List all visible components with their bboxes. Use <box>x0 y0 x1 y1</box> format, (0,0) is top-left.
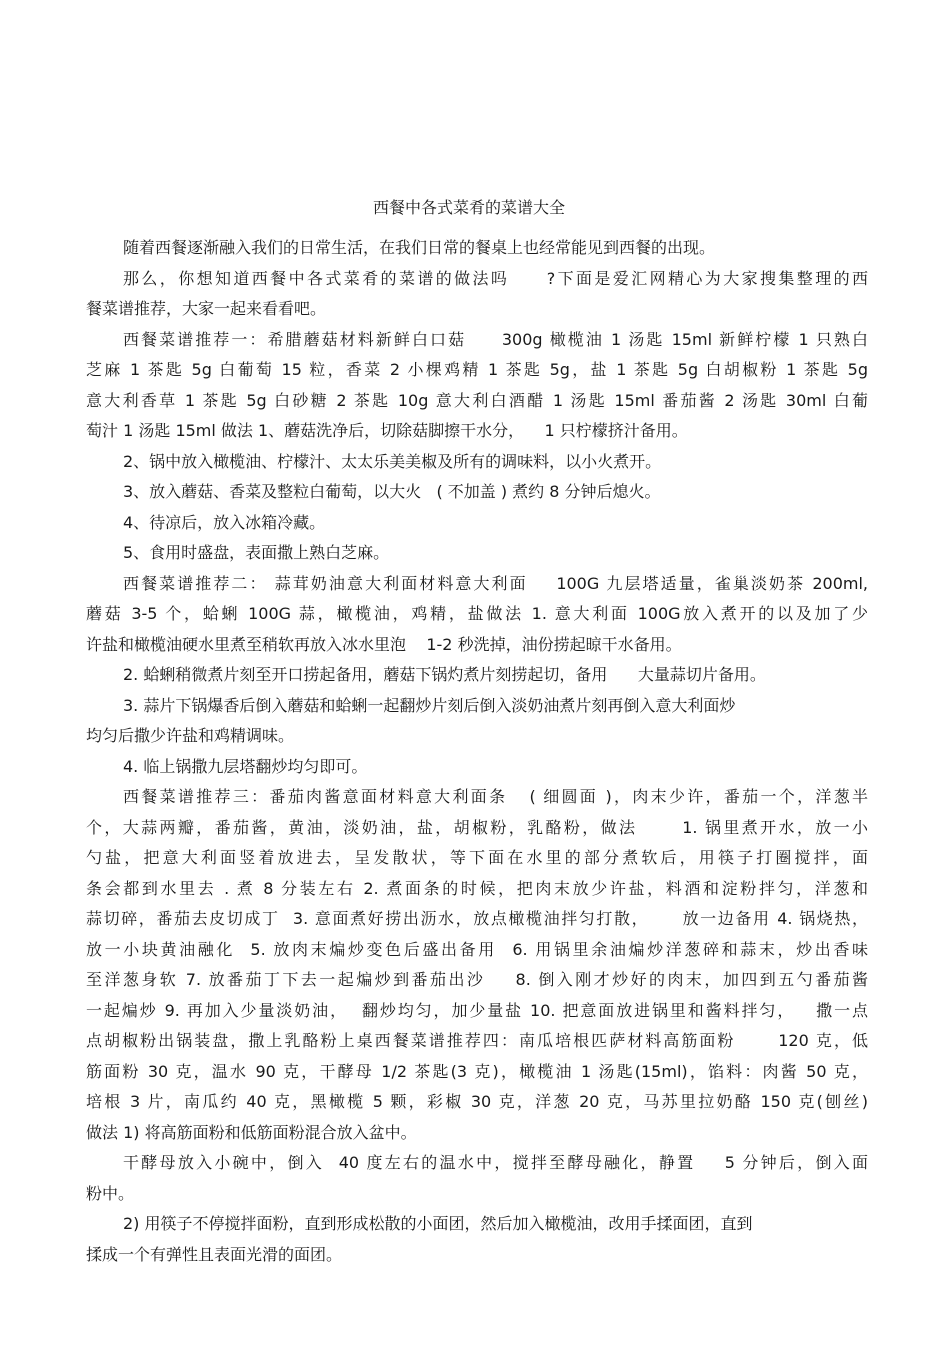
text-line: 一起煸炒 9. 再加入少量淡奶油， 翻炒均匀，加少量盐 10. 把意面放进锅里和酱料拌匀， 撒一点 <box>86 1000 868 1020</box>
text-line: 西餐菜谱推荐一：希腊蘑菇材料新鲜白口菇 300g 橄榄油 1 汤匙 15ml 新鲜柠檬 1 只熟白 <box>123 329 868 349</box>
text-line: 4. 临上锅撒九层塔翻炒均匀即可。 <box>123 756 368 776</box>
text-line: 许盐和橄榄油硬水里煮至稍软再放入冰水里泡 1-2 秒洗掉，油份捞起晾干水备用。 <box>86 634 682 654</box>
text-line: 2、锅中放入橄榄油、柠檬汁、太太乐美美椒及所有的调味料，以小火煮开。 <box>123 451 662 471</box>
text-line: 个，大蒜两瓣，番茄酱，黄油，淡奶油，盐，胡椒粉，乳酪粉，做法 1. 锅里煮开水，放一小 <box>86 817 868 837</box>
text-line: 意大利香草 1 茶匙 5g 白砂糖 2 茶匙 10g 意大利白酒醋 1 汤匙 15ml 番茄酱 2 汤匙 30ml 白葡 <box>86 390 868 410</box>
text-line: 筋面粉 30 克，温水 90 克，干酵母 1/2 茶匙(3 克)，橄榄油 1 汤匙(15ml)，馅料：肉酱 50 克， <box>86 1061 868 1081</box>
text-line: 西餐菜谱推荐二： 蒜茸奶油意大利面材料意大利面 100G 九层塔适量，雀巢淡奶茶 200ml, <box>123 573 868 593</box>
text-line: 培根 3 片，南瓜约 40 克，黑橄榄 5 颗，彩椒 30 克，洋葱 20 克，马苏里拉奶酪 150 克(刨丝) <box>86 1092 868 1111</box>
document-title: 西餐中各式菜肴的菜谱大全 <box>372 198 565 217</box>
document-body <box>86 233 868 1270</box>
text-line: 蘑菇 3-5 个，蛤蜊 100G 蒜，橄榄油，鸡精，盐做法 1. 意大利面 100G放入煮开的以及加了少 <box>86 604 868 623</box>
text-line: 西餐菜谱推荐三：番茄肉酱意面材料意大利面条 ( 细圆面 )，肉末少许，番茄一个，洋葱半 <box>123 787 868 806</box>
text-line: 随着西餐逐渐融入我们的日常生活，在我们日常的餐桌上也经常能见到西餐的出现。 <box>123 238 716 257</box>
text-line: 芝麻 1 茶匙 5g 白葡萄 15 粒，香菜 2 小棵鸡精 1 茶匙 5g，盐 1 茶匙 5g 白胡椒粉 1 茶匙 5g <box>86 360 868 379</box>
text-line: 均匀后撒少许盐和鸡精调味。 <box>86 726 295 745</box>
text-line: 3. 蒜片下锅爆香后倒入蘑菇和蛤蜊一起翻炒片刻后倒入淡奶油煮片刻再倒入意大利面炒 <box>123 695 736 715</box>
text-line: 至洋葱身软 7. 放番茄丁下去一起煸炒到番茄出沙 8. 倒入刚才炒好的肉末，加四到五勺番茄酱 <box>86 970 868 989</box>
text-line: 放一小块黄油融化 5. 放肉末煸炒变色后盛出备用 6. 用锅里余油煸炒洋葱碎和蒜末，炒出香味 <box>86 939 868 959</box>
text-line: 粉中。 <box>86 1183 135 1203</box>
text-line: 做法 1) 将高筋面粉和低筋面粉混合放入盆中。 <box>86 1122 417 1142</box>
text-line: 4、待凉后，放入冰箱冷藏。 <box>123 512 326 532</box>
text-line: 5、食用时盛盘，表面撒上熟白芝麻。 <box>123 543 390 562</box>
text-line: 餐菜谱推荐，大家一起来看看吧。 <box>86 299 327 318</box>
text-line: 蒜切碎，番茄去皮切成丁 3. 意面煮好捞出沥水，放点橄榄油拌匀打散， 放一边备用 4. 锅烧热， <box>86 909 868 928</box>
text-line: 2. 蛤蜊稍微煮片刻至开口捞起备用，蘑菇下锅灼煮片刻捞起切，备用 大量蒜切片备用。 <box>123 665 766 684</box>
text-line: 点胡椒粉出锅装盘，撒上乳酪粉上桌西餐菜谱推荐四：南瓜培根匹萨材料高筋面粉 120 克，低 <box>86 1031 868 1050</box>
text-line: 条会都到水里去 . 煮 8 分装左右 2. 煮面条的时候，把肉末放少许盐，料酒和淀粉拌匀，洋葱和 <box>86 878 868 898</box>
text-line: 揉成一个有弹性且表面光滑的面团。 <box>86 1244 343 1264</box>
text-line: 勺盐，把意大利面竖着放进去，呈发散状，等下面在水里的部分煮软后，用筷子打圈搅拌，面 <box>86 848 868 867</box>
text-line: 那么，你想知道西餐中各式菜肴的菜谱的做法吗 ?下面是爱汇网精心为大家搜集整理的西 <box>123 268 868 288</box>
text-line: 萄汁 1 汤匙 15ml 做法 1、蘑菇洗净后，切除菇脚擦干水分， 1 只柠檬挤汁备用。 <box>86 421 688 440</box>
text-line: 2) 用筷子不停搅拌面粉，直到形成松散的小面团，然后加入橄榄油，改用手揉面团，直到 <box>123 1214 753 1233</box>
text-line: 3、放入蘑菇、香菜及整粒白葡萄，以大火 ( 不加盖 ) 煮约 8 分钟后熄火。 <box>123 482 661 501</box>
text-line: 干酵母放入小碗中，倒入 40 度左右的温水中，搅拌至酵母融化，静置 5 分钟后，倒入面 <box>123 1153 868 1172</box>
